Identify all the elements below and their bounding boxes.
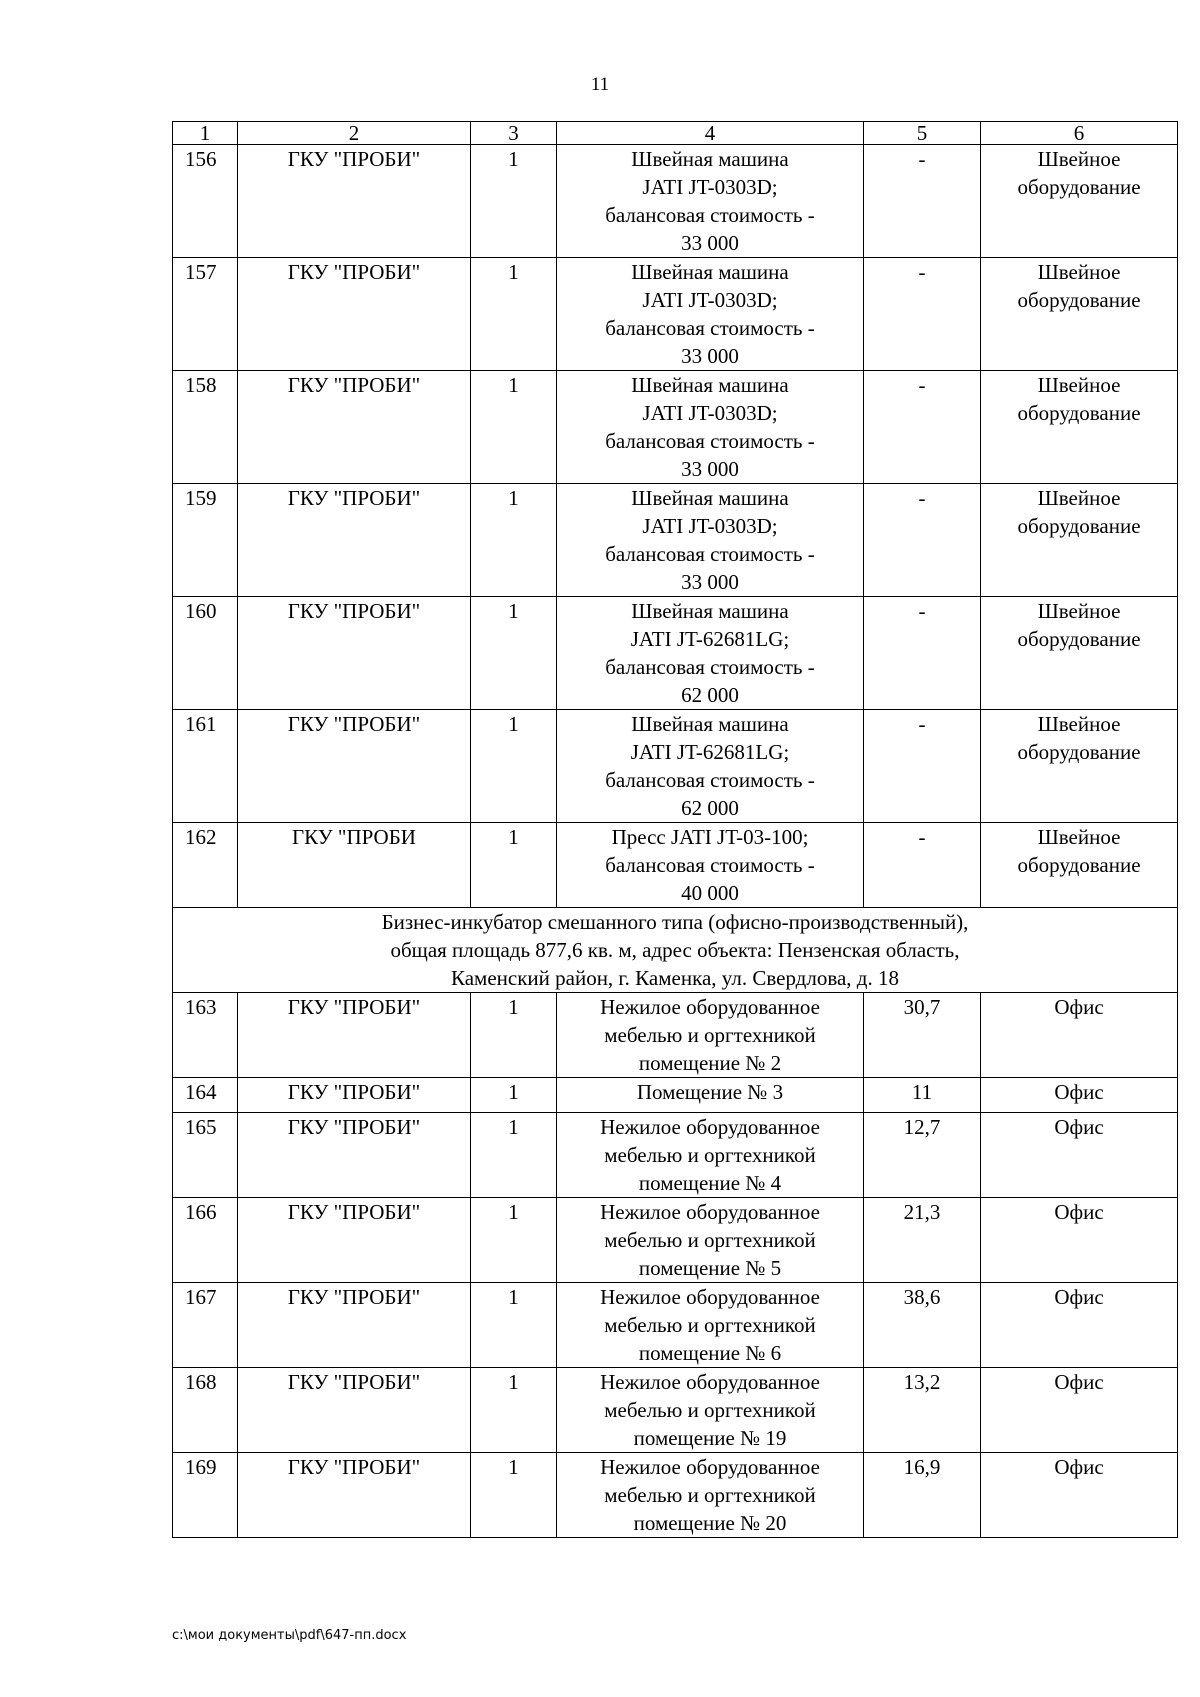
purpose-cell-line: оборудование — [1017, 514, 1141, 538]
quantity-cell: 1 — [471, 1453, 557, 1538]
row-number-cell: 159 — [173, 484, 238, 597]
description-cell-line: помещение № 19 — [633, 1426, 787, 1450]
description-cell-line: Швейная машина — [631, 712, 789, 736]
description-cell-line: 62 000 — [681, 796, 739, 820]
column-header: 4 — [557, 122, 864, 145]
purpose-cell-line: оборудование — [1017, 740, 1141, 764]
description-cell-line: помещение № 6 — [638, 1341, 782, 1365]
row-number-cell: 157 — [173, 258, 238, 371]
description-cell-line: балансовая стоимость - — [605, 316, 815, 340]
organization-cell: ГКУ "ПРОБИ — [238, 823, 471, 908]
column-number-row — [173, 122, 1178, 145]
purpose-cell-line: Офис — [1054, 1115, 1104, 1139]
area-cell: - — [864, 484, 981, 597]
property-table — [172, 121, 1178, 1538]
purpose-cell — [981, 597, 1178, 710]
quantity-cell: 1 — [471, 145, 557, 258]
column-header: 5 — [864, 122, 981, 145]
description-cell — [557, 710, 864, 823]
purpose-cell-line: Офис — [1054, 995, 1104, 1019]
purpose-cell — [981, 823, 1178, 908]
description-cell-line: 40 000 — [681, 881, 739, 905]
description-cell — [557, 484, 864, 597]
description-cell — [557, 1368, 864, 1453]
purpose-cell-line: Швейное — [1037, 486, 1121, 510]
description-cell-line: балансовая стоимость - — [605, 429, 815, 453]
description-cell-line: Швейная машина — [631, 486, 789, 510]
organization-cell: ГКУ "ПРОБИ" — [238, 993, 471, 1078]
description-cell-line: мебелью и оргтехникой — [604, 1023, 816, 1047]
purpose-cell-line: Швейное — [1037, 599, 1121, 623]
purpose-cell-line: оборудование — [1017, 627, 1141, 651]
table-row — [173, 823, 1178, 908]
area-cell: 21,3 — [864, 1198, 981, 1283]
organization-cell: ГКУ "ПРОБИ" — [238, 1198, 471, 1283]
organization-cell: ГКУ "ПРОБИ" — [238, 1113, 471, 1198]
quantity-cell: 1 — [471, 371, 557, 484]
page-number: 11 — [590, 74, 610, 95]
purpose-cell — [981, 1198, 1178, 1283]
purpose-cell-line: оборудование — [1017, 401, 1141, 425]
purpose-cell-line: Швейное — [1037, 260, 1121, 284]
row-number-cell: 160 — [173, 597, 238, 710]
row-number-cell: 158 — [173, 371, 238, 484]
area-cell: - — [864, 371, 981, 484]
table-row — [173, 1453, 1178, 1538]
purpose-cell — [981, 1078, 1178, 1113]
table-row — [173, 597, 1178, 710]
purpose-cell — [981, 258, 1178, 371]
column-header: 1 — [173, 122, 238, 145]
section-title-cell — [173, 908, 1178, 993]
area-cell: - — [864, 823, 981, 908]
purpose-cell-line: Швейное — [1037, 373, 1121, 397]
row-number-cell: 166 — [173, 1198, 238, 1283]
description-cell — [557, 145, 864, 258]
quantity-cell: 1 — [471, 597, 557, 710]
description-cell — [557, 597, 864, 710]
description-cell-line: JATI JT-0303D; — [642, 401, 778, 425]
description-cell-line: JATI JT-0303D; — [642, 288, 778, 312]
description-cell-line: Нежилое оборудованное — [600, 1285, 820, 1309]
description-cell-line: 33 000 — [681, 231, 739, 255]
purpose-cell-line: Офис — [1054, 1285, 1104, 1309]
area-cell: - — [864, 597, 981, 710]
description-cell-line: Швейная машина — [631, 373, 789, 397]
row-number-cell: 165 — [173, 1113, 238, 1198]
description-cell-line: помещение № 5 — [638, 1256, 782, 1280]
description-cell — [557, 1078, 864, 1113]
purpose-cell-line: оборудование — [1017, 288, 1141, 312]
organization-cell: ГКУ "ПРОБИ" — [238, 484, 471, 597]
area-cell: - — [864, 710, 981, 823]
description-cell-line: Нежилое оборудованное — [600, 1455, 820, 1479]
organization-cell: ГКУ "ПРОБИ" — [238, 1283, 471, 1368]
purpose-cell — [981, 484, 1178, 597]
description-cell — [557, 1453, 864, 1538]
purpose-cell — [981, 1283, 1178, 1368]
description-cell-line: JATI JT-0303D; — [642, 514, 778, 538]
quantity-cell: 1 — [471, 1368, 557, 1453]
area-cell: 11 — [864, 1078, 981, 1113]
description-cell-line: 62 000 — [681, 683, 739, 707]
description-cell-line: JATI JT-62681LG; — [630, 627, 790, 651]
organization-cell: ГКУ "ПРОБИ" — [238, 145, 471, 258]
row-number-cell: 167 — [173, 1283, 238, 1368]
quantity-cell: 1 — [471, 484, 557, 597]
description-cell-line: Швейная машина — [631, 599, 789, 623]
description-cell-line: Нежилое оборудованное — [600, 1200, 820, 1224]
description-cell-line: мебелью и оргтехникой — [604, 1228, 816, 1252]
description-cell-line: мебелью и оргтехникой — [604, 1483, 816, 1507]
description-cell-line: 33 000 — [681, 570, 739, 594]
quantity-cell: 1 — [471, 993, 557, 1078]
quantity-cell: 1 — [471, 1283, 557, 1368]
description-cell-line: помещение № 20 — [633, 1511, 787, 1535]
description-cell-line: балансовая стоимость - — [605, 768, 815, 792]
area-cell: 30,7 — [864, 993, 981, 1078]
organization-cell: ГКУ "ПРОБИ" — [238, 371, 471, 484]
purpose-cell — [981, 1453, 1178, 1538]
purpose-cell-line: Офис — [1054, 1370, 1104, 1394]
area-cell: 38,6 — [864, 1283, 981, 1368]
table-row — [173, 1078, 1178, 1113]
description-cell-line: 33 000 — [681, 457, 739, 481]
row-number-cell: 156 — [173, 145, 238, 258]
table-row — [173, 1368, 1178, 1453]
section-header-row — [173, 908, 1178, 993]
description-cell-line: Пресс JATI JT-03-100; — [611, 825, 809, 849]
table-row — [173, 371, 1178, 484]
description-cell-line: Нежилое оборудованное — [600, 995, 820, 1019]
table-row — [173, 258, 1178, 371]
table-body — [173, 122, 1178, 1538]
description-cell — [557, 371, 864, 484]
description-cell-line: балансовая стоимость - — [605, 655, 815, 679]
description-cell — [557, 823, 864, 908]
row-number-cell: 168 — [173, 1368, 238, 1453]
purpose-cell-line: Офис — [1054, 1455, 1104, 1479]
row-number-cell: 169 — [173, 1453, 238, 1538]
area-cell: 13,2 — [864, 1368, 981, 1453]
organization-cell: ГКУ "ПРОБИ" — [238, 1453, 471, 1538]
purpose-cell-line: Офис — [1054, 1080, 1104, 1104]
description-cell-line: Швейная машина — [631, 260, 789, 284]
organization-cell: ГКУ "ПРОБИ" — [238, 1368, 471, 1453]
quantity-cell: 1 — [471, 1113, 557, 1198]
description-cell-line: Швейная машина — [631, 147, 789, 171]
purpose-cell-line: Швейное — [1037, 147, 1121, 171]
table-row — [173, 993, 1178, 1078]
column-header: 6 — [981, 122, 1178, 145]
area-cell: - — [864, 145, 981, 258]
quantity-cell: 1 — [471, 1078, 557, 1113]
description-cell-line: JATI JT-62681LG; — [630, 740, 790, 764]
purpose-cell — [981, 993, 1178, 1078]
description-cell-line: JATI JT-0303D; — [642, 175, 778, 199]
purpose-cell-line: Офис — [1054, 1200, 1104, 1224]
organization-cell: ГКУ "ПРОБИ" — [238, 258, 471, 371]
purpose-cell — [981, 1368, 1178, 1453]
purpose-cell — [981, 1113, 1178, 1198]
description-cell — [557, 258, 864, 371]
column-header: 2 — [238, 122, 471, 145]
row-number-cell: 163 — [173, 993, 238, 1078]
table-row — [173, 1198, 1178, 1283]
purpose-cell-line: оборудование — [1017, 853, 1141, 877]
purpose-cell — [981, 710, 1178, 823]
organization-cell: ГКУ "ПРОБИ" — [238, 597, 471, 710]
area-cell: 12,7 — [864, 1113, 981, 1198]
description-cell-line: помещение № 2 — [638, 1051, 782, 1075]
row-number-cell: 162 — [173, 823, 238, 908]
description-cell-line: балансовая стоимость - — [605, 203, 815, 227]
purpose-cell — [981, 145, 1178, 258]
organization-cell: ГКУ "ПРОБИ" — [238, 1078, 471, 1113]
area-cell: - — [864, 258, 981, 371]
description-cell-line: балансовая стоимость - — [605, 542, 815, 566]
description-cell-line: Помещение № 3 — [636, 1080, 784, 1104]
purpose-cell — [981, 371, 1178, 484]
purpose-cell-line: Швейное — [1037, 825, 1121, 849]
description-cell-line: мебелью и оргтехникой — [604, 1398, 816, 1422]
description-cell-line: 33 000 — [681, 344, 739, 368]
file-path-footer: c:\мои документы\pdf\647-пп.docx — [172, 1628, 407, 1643]
description-cell-line: Нежилое оборудованное — [600, 1115, 820, 1139]
purpose-cell-line: оборудование — [1017, 175, 1141, 199]
area-cell: 16,9 — [864, 1453, 981, 1538]
table-row — [173, 1283, 1178, 1368]
row-number-cell: 161 — [173, 710, 238, 823]
quantity-cell: 1 — [471, 710, 557, 823]
section-title-line: общая площадь 877,6 кв. м, адрес объекта: Пензенская область, — [390, 938, 960, 962]
description-cell-line: мебелью и оргтехникой — [604, 1143, 816, 1167]
section-title-line: Каменский район, г. Каменка, ул. Свердлова, д. 18 — [450, 966, 899, 990]
table-row — [173, 484, 1178, 597]
column-header: 3 — [471, 122, 557, 145]
organization-cell: ГКУ "ПРОБИ" — [238, 710, 471, 823]
purpose-cell-line: Швейное — [1037, 712, 1121, 736]
quantity-cell: 1 — [471, 823, 557, 908]
section-title-line: Бизнес-инкубатор смешанного типа (офисно-производственный), — [381, 910, 969, 934]
description-cell-line: мебелью и оргтехникой — [604, 1313, 816, 1337]
table-row — [173, 1113, 1178, 1198]
quantity-cell: 1 — [471, 258, 557, 371]
description-cell-line: Нежилое оборудованное — [600, 1370, 820, 1394]
description-cell — [557, 1283, 864, 1368]
row-number-cell: 164 — [173, 1078, 238, 1113]
description-cell — [557, 1113, 864, 1198]
description-cell — [557, 993, 864, 1078]
description-cell-line: помещение № 4 — [638, 1171, 782, 1195]
table-row — [173, 710, 1178, 823]
description-cell-line: балансовая стоимость - — [605, 853, 815, 877]
table-row — [173, 145, 1178, 258]
description-cell — [557, 1198, 864, 1283]
quantity-cell: 1 — [471, 1198, 557, 1283]
